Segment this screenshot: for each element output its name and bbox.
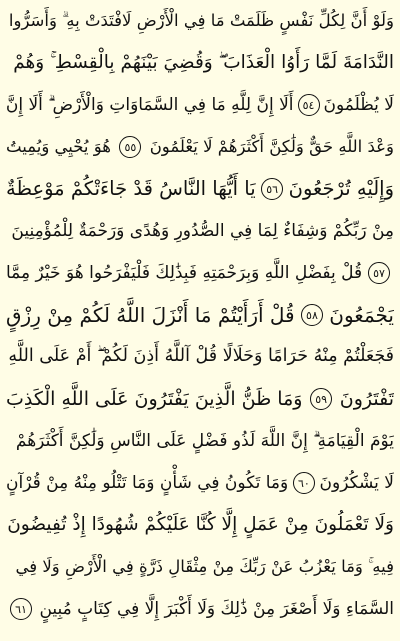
page-line-8: [6, 294, 394, 336]
line-text: النَّدَامَةَ لَمَّا رَأَوُا الْعَذَابَ ۖ وَقُضِيَ بَيْنَهُمْ بِالْقِسْطِ ۚ وَهُمْ: [13, 51, 394, 73]
line-text: السَّمَاءِ وَلَا أَصْغَرَ مِنْ ذَٰلِكَ وَلَا أَكْبَرَ إِلَّا فِي كِتَابٍ مُبِينٍ: [39, 598, 394, 619]
verse-number-marker: ٥٧: [368, 262, 390, 284]
line-text: مِنْ رَبِّكُمْ وَشِفَاءٌ لِمَا فِي الصُّدُورِ وَهُدًى وَرَحْمَةٌ لِلْمُؤْمِنِينَ: [11, 220, 394, 241]
line-text-after-marker: هُوَ يُحْيِي وَيُمِيتُ: [6, 136, 111, 156]
line-text: لَا يَشْكُرُونَ: [319, 472, 394, 493]
page-line-14: [6, 546, 394, 588]
page-line-4: [6, 126, 394, 168]
page-line-13: [6, 504, 394, 546]
verse-lines: [6, 0, 394, 641]
line-text: وَعْدَ اللَّهِ حَقٌّ وَلَٰكِنَّ أَكْثَرَهُمْ لَا يَعْلَمُونَ: [149, 136, 394, 156]
page-line-1: [6, 0, 394, 42]
line-text-after-marker: أَلَا إِنَّ لِلَّهِ مَا فِي السَّمَاوَاتِ وَالْأَرْضِ ۗ أَلَا إِنَّ: [6, 94, 294, 115]
line-text-after-marker: وَمَا تَكُونُ فِي شَأْنٍ وَمَا تَتْلُو مِنْهُ مِنْ قُرْآنٍ: [6, 472, 289, 493]
verse-number-marker: ٥٦: [261, 178, 283, 200]
line-text: فَجَعَلْتُمْ مِنْهُ حَرَامًا وَحَلَالًا قُلْ آللَّهُ أَذِنَ لَكُمْ ۖ أَمْ عَلَى اللَّهِ: [8, 346, 394, 367]
line-text: يَوْمَ الْقِيَامَةِ ۗ إِنَّ اللَّهَ لَذُو فَضْلٍ عَلَى النَّاسِ وَلَٰكِنَّ أَكْثَرَهُمْ: [15, 430, 394, 451]
page-line-7: [6, 252, 394, 294]
page-line-15: [6, 588, 394, 630]
verse-number-marker: ٦١: [10, 598, 32, 620]
page-line-3: [6, 84, 394, 126]
line-text-after-marker: قُلْ بِفَضْلِ اللَّهِ وَبِرَحْمَتِهِ فَبِذَٰلِكَ فَلْيَفْرَحُوا هُوَ خَيْرٌ مِمَّا: [6, 262, 363, 283]
line-text: وَلَوْ أَنَّ لِكُلِّ نَفْسٍ ظَلَمَتْ مَا فِي الْأَرْضِ لَافْتَدَتْ بِهِ ۗ وَأَسَرُّوا: [8, 10, 394, 30]
page-line-5: [6, 168, 394, 210]
line-text-after-marker: وَمَا ظَنُّ الَّذِينَ يَفْتَرُونَ عَلَى اللَّهِ الْكَذِبَ: [6, 387, 303, 410]
line-text-after-marker: قُلْ أَرَأَيْتُمْ مَا أَنْزَلَ اللَّهُ لَكُمْ مِنْ رِزْقٍ: [6, 303, 295, 327]
verse-number-marker: ٥٤: [298, 94, 320, 116]
verse-number-marker: ٥٥: [119, 136, 141, 158]
page-line-10: [6, 378, 394, 420]
verse-number-marker: ٦٠: [293, 472, 315, 494]
line-text: وَإِلَيْهِ تُرْجَعُونَ: [288, 177, 394, 201]
page-line-6: [6, 210, 394, 252]
verse-number-marker: ٥٨: [301, 304, 323, 326]
page-line-2: [6, 42, 394, 84]
line-text: يَجْمَعُونَ: [329, 303, 394, 327]
line-text-after-marker: يَا أَيُّهَا النَّاسُ قَدْ جَاءَتْكُمْ مَوْعِظَةٌ: [6, 177, 256, 201]
line-text: تَفْتَرُونَ: [339, 387, 394, 410]
page-line-9: [6, 336, 394, 378]
verse-number-marker: ٥٩: [310, 388, 332, 410]
line-text: فِيهِ ۚ وَمَا يَعْزُبُ عَنْ رَبِّكَ مِنْ مِثْقَالِ ذَرَّةٍ فِي الْأَرْضِ وَلَا فِي: [15, 556, 394, 576]
page-line-11: [6, 420, 394, 462]
page-line-12: [6, 462, 394, 504]
line-text: لَا يُظْلَمُونَ: [323, 94, 394, 115]
line-text: وَلَا تَعْمَلُونَ مِنْ عَمَلٍ إِلَّا كُنَّا عَلَيْكُمْ شُهُودًا إِذْ تُفِيضُونَ: [7, 513, 394, 535]
